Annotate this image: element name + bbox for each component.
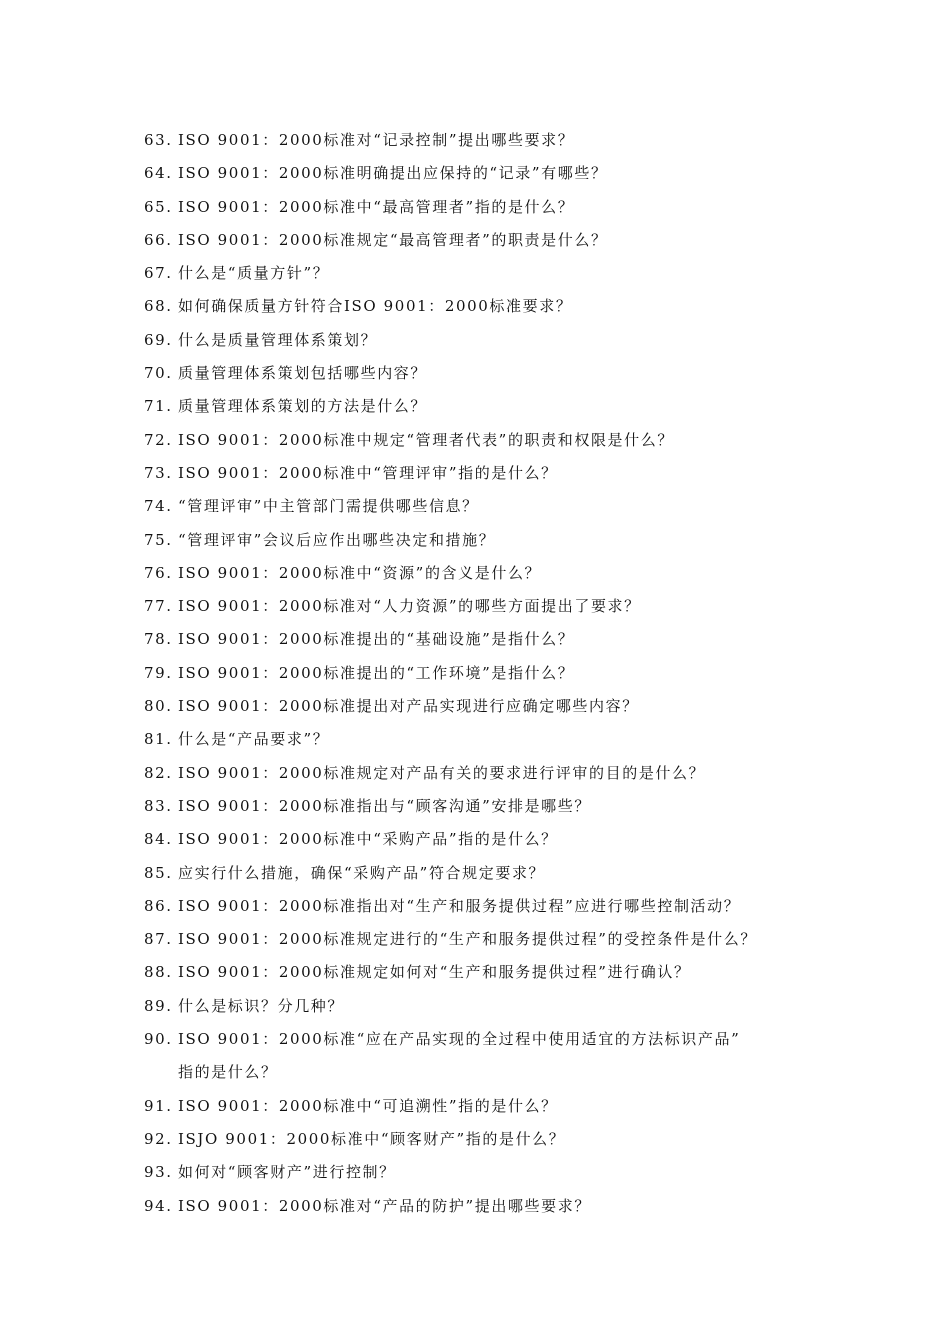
question-number: 85. [144, 863, 173, 882]
question-number: 81. [144, 730, 173, 749]
list-item [144, 124, 834, 157]
list-item [144, 1090, 834, 1123]
question-number: 76. [144, 563, 173, 582]
question-number: 86. [144, 896, 173, 915]
question-number: 64. [144, 164, 173, 183]
question-number: 68. [144, 297, 173, 316]
list-item [144, 490, 834, 523]
list-item [144, 790, 834, 823]
question-number: 92. [144, 1129, 173, 1148]
question-text: 如何确保质量方针符合ISO 9001：2000标准要求？ [178, 297, 573, 316]
list-item [144, 557, 834, 590]
list-item [144, 1123, 834, 1156]
question-text: ISO 9001：2000标准提出的“工作环境”是指什么？ [178, 663, 575, 682]
list-item-continuation [144, 1056, 834, 1089]
list-item [144, 690, 834, 723]
list-item [144, 823, 834, 856]
question-number: 84. [144, 830, 173, 849]
list-item [144, 157, 834, 190]
question-number: 73. [144, 463, 173, 482]
question-number: 65. [144, 197, 173, 216]
question-number: 88. [144, 963, 173, 982]
question-number: 90. [144, 1030, 173, 1049]
question-text: ISO 9001：2000标准指出对“生产和服务提供过程”应进行哪些控制活动？ [178, 896, 741, 915]
list-item [144, 757, 834, 790]
list-item [144, 324, 834, 357]
question-text: 如何对“顾客财产”进行控制？ [178, 1163, 396, 1182]
list-item [144, 1156, 834, 1189]
question-number: 71. [144, 397, 173, 416]
list-item [144, 923, 834, 956]
question-text: ISO 9001：2000标准“应在产品实现的全过程中使用适宜的方法标识产品” [178, 1030, 741, 1049]
question-text: ISO 9001：2000标准中“可追溯性”指的是什么？ [178, 1096, 558, 1115]
question-text: “管理评审”中主管部门需提供哪些信息？ [178, 497, 479, 516]
list-item [144, 390, 834, 423]
question-text: ISO 9001：2000标准中“采购产品”指的是什么？ [178, 830, 558, 849]
question-text: 什么是标识？分几种？ [178, 996, 345, 1015]
question-text: “管理评审”会议后应作出哪些决定和措施？ [178, 530, 496, 549]
question-text: ISO 9001：2000标准规定如何对“生产和服务提供过程”进行确认？ [178, 963, 691, 982]
question-number: 74. [144, 497, 173, 516]
question-number: 77. [144, 597, 173, 616]
question-text: ISO 9001：2000标准对“人力资源”的哪些方面提出了要求？ [178, 597, 641, 616]
question-text: 质量管理体系策划的方法是什么？ [178, 397, 428, 416]
question-text: ISO 9001：2000标准指出与“顾客沟通”安排是哪些？ [178, 796, 591, 815]
question-number: 80. [144, 697, 173, 716]
question-list [144, 124, 834, 1223]
question-text: 什么是“质量方针”？ [178, 264, 330, 283]
question-text: ISO 9001：2000标准规定“最高管理者”的职责是什么？ [178, 230, 608, 249]
question-text-continued: 指的是什么？ [178, 1063, 278, 1082]
question-number: 83. [144, 796, 173, 815]
question-number: 69. [144, 330, 173, 349]
question-text: ISO 9001：2000标准规定进行的“生产和服务提供过程”的受控条件是什么？ [178, 930, 757, 949]
list-item [144, 457, 834, 490]
question-number: 70. [144, 364, 173, 383]
list-item [144, 857, 834, 890]
question-number: 72. [144, 430, 173, 449]
question-text: ISO 9001：2000标准中“管理评审”指的是什么？ [178, 463, 558, 482]
list-item [144, 191, 834, 224]
question-number: 82. [144, 763, 173, 782]
list-item [144, 890, 834, 923]
list-item [144, 290, 834, 323]
question-text: ISJO 9001：2000标准中“顾客财产”指的是什么？ [178, 1129, 566, 1148]
question-number-spacer [144, 1056, 178, 1089]
question-text: 什么是“产品要求”？ [178, 730, 330, 749]
question-text: 质量管理体系策划包括哪些内容？ [178, 364, 428, 383]
question-number: 66. [144, 230, 173, 249]
question-number: 79. [144, 663, 173, 682]
question-text: ISO 9001：2000标准规定对产品有关的要求进行评审的目的是什么？ [178, 763, 706, 782]
question-text: ISO 9001：2000标准中“最高管理者”指的是什么？ [178, 197, 575, 216]
question-text: ISO 9001：2000标准中“资源”的含义是什么？ [178, 563, 542, 582]
question-number: 78. [144, 630, 173, 649]
question-text: ISO 9001：2000标准中规定“管理者代表”的职责和权限是什么？ [178, 430, 674, 449]
question-number: 67. [144, 264, 173, 283]
question-number: 93. [144, 1163, 173, 1182]
list-item [144, 956, 834, 989]
question-text: ISO 9001：2000标准提出的“基础设施”是指什么？ [178, 630, 575, 649]
question-number: 91. [144, 1096, 173, 1115]
list-item [144, 357, 834, 390]
list-item [144, 1190, 834, 1223]
question-text: ISO 9001：2000标准对“记录控制”提出哪些要求？ [178, 131, 575, 149]
question-text: 应实行什么措施，确保“采购产品”符合规定要求？ [178, 863, 546, 882]
list-item [144, 623, 834, 656]
question-number: 87. [144, 930, 173, 949]
list-item [144, 224, 834, 257]
question-number: 94. [144, 1196, 173, 1215]
list-item [144, 257, 834, 290]
question-text: ISO 9001：2000标准对“产品的防护”提出哪些要求？ [178, 1196, 591, 1215]
list-item [144, 657, 834, 690]
list-item [144, 1023, 834, 1056]
list-item [144, 424, 834, 457]
question-text: ISO 9001：2000标准提出对产品实现进行应确定哪些内容？ [178, 697, 639, 716]
question-number: 89. [144, 996, 173, 1015]
list-item [144, 723, 834, 756]
question-text: ISO 9001：2000标准明确提出应保持的“记录”有哪些？ [178, 164, 608, 183]
question-number: 75. [144, 530, 173, 549]
question-number: 63. [144, 131, 173, 149]
list-item [144, 990, 834, 1023]
question-text: 什么是质量管理体系策划？ [178, 330, 378, 349]
list-item [144, 590, 834, 623]
list-item [144, 524, 834, 557]
